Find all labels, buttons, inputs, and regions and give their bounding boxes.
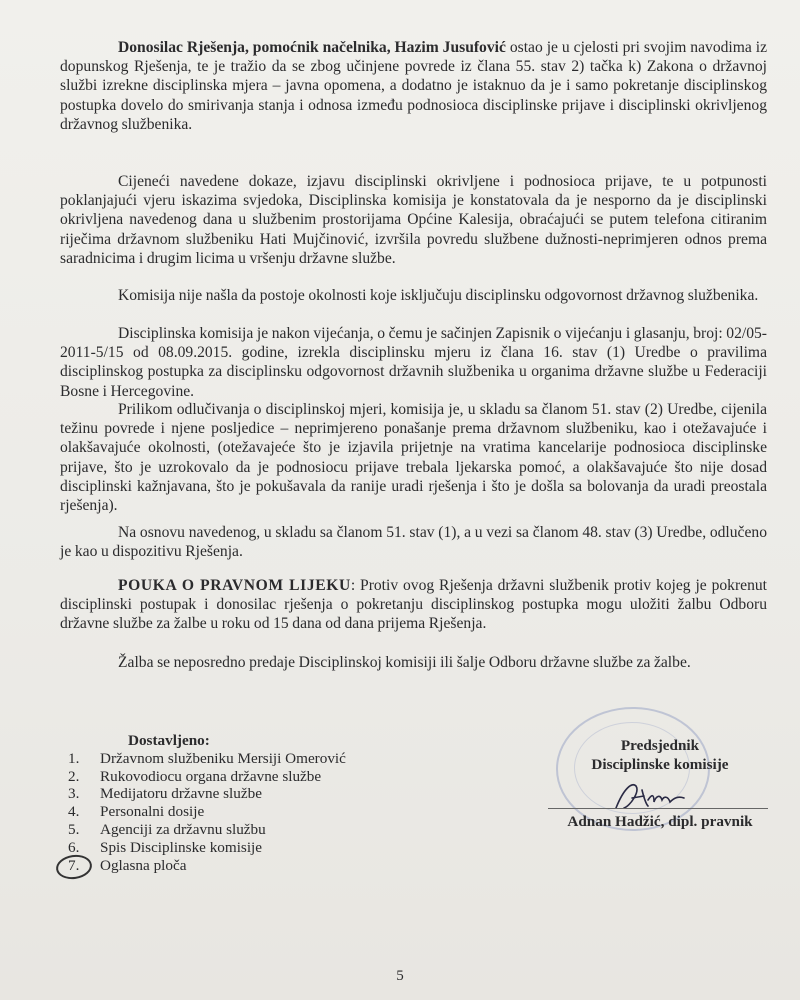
paragraph-text: Na osnovu navedenog, u skladu sa članom 51. stav (1), a u vezi sa članom 48. stav (3) Uredbe, odlučeno je kao u dispozitivu Rješenja.	[60, 524, 767, 561]
signature-block-title: Predsjednik Disciplinske komisije	[591, 737, 729, 773]
page-number: 5	[396, 968, 404, 984]
list-item: 4. Personalni dosije	[68, 803, 205, 821]
paragraph-evidence-assessment	[60, 172, 767, 268]
paragraph-text: Cijeneći navedene dokaze, izjavu disciplinski okrivljene i podnosioca prijave, te u potpunosti poklanjajući vjeru iskazima svjedoka, Disciplinska komisija je konstatovala da je nesporno da je disciplinski okrivljena navedenog dana u službenim prostorijama Općine Kalesija, obraćajući se putem telefona citiranim riječima državnom službeniku Hati Mujčinović, izvršila povredu službene dužnosti-neprimjeren odnos prema saradnicima i drugim licima u vršenju državne službe.	[60, 173, 767, 267]
paragraph-text: Disciplinska komisija je nakon vijećanja, o čemu je sačinjen Zapisnik o vijećanju i glasanju, broj: 02/05-2011-5/15 od 08.09.2015. godine, izrekla disciplinsku mjeru iz člana 16. stav (1) Uredbe o pravilima disciplinskog postupka za disciplinsku odgovornost državnih službenika u organima državne službe u Federaciji Bosne i Hercegovine.	[60, 325, 767, 400]
signatory-name: Adnan Hadžić, dipl. pravnik	[567, 813, 753, 830]
list-item: 3. Medijatoru državne službe	[68, 785, 262, 803]
delivery-list	[60, 732, 390, 874]
list-item: 2. Rukovodiocu organa državne službe	[68, 767, 322, 785]
list-item: 1. Državnom službeniku Mersiji Omerović	[68, 749, 346, 767]
paragraph-legal-remedy	[60, 576, 767, 634]
paragraph-text: Komisija nije našla da postoje okolnosti koje isključuju disciplinsku odgovornost državnog službenika.	[118, 287, 759, 304]
paragraph-respondent-statement	[60, 38, 767, 134]
paragraph-text: Prilikom odlučivanja o disciplinskoj mjeri, komisija je, u skladu sa članom 51. stav (2) Uredbe, cijenila težinu povrede i njene posljedice – neprimjereno ponašanje prema državnom službeniku, kao i otežavajuće i olakšavajuće okolnosti, (otežavajeće što je izjavila prijetnje na vratima kancelarije podnosioca disciplinske prijave, što je uzrokovalo da je podnosiocu prijave trebala ljekarska pomoć, a olakšavajuće što nije dosad disciplinski kažnjavana, što je pokušavala da ranije uradi rješenja i što je došla sa bolovanja da uradi preostala rješenja).	[60, 401, 767, 515]
list-item: 7. Oglasna ploča	[60, 857, 390, 875]
legal-remedy-heading: POUKA O PRAVNOM LIJEKU	[118, 577, 351, 594]
paragraph-lead-bold: Donosilac Rješenja, pomoćnik načelnika, Hazim Jusufović	[118, 39, 506, 56]
paragraph-deliberation	[60, 324, 767, 401]
paragraph-sentencing	[60, 400, 767, 515]
paragraph-text: ostao je u cjelosti pri svojim navodima iz dopunskog Rješenja, te je tražio da se zbog učinjene povrede iz člana 55. stav 2) tačka k) Zakona o državnoj službi izrekne disciplinska mjera – javna opomena, a dodatno je istaknuo da je i samo pokretanje disciplinskog postupka dovelo do smirivanja stanja i odnosa između podnosioca disciplinske prijave i disciplinski okrivljenog državnog službenika.	[60, 39, 767, 133]
paragraph-text: Žalba se neposredno predaje Disciplinskoj komisiji ili šalje Odboru državne službe za žalbe.	[118, 654, 691, 671]
list-item: 5. Agenciji za državnu službu	[68, 820, 266, 838]
paragraph-appeal-submission	[60, 652, 767, 674]
paragraph-decision	[60, 523, 767, 561]
list-item: 6. Spis Disciplinske komisije	[68, 838, 263, 856]
paragraph-circumstances	[60, 286, 767, 305]
paragraph-text: : Protiv ovog Rješenja državni službenik protiv kojeg je pokrenut disciplinski postupak i donosilac rješenja o pokretanju disciplinskog postupka mogu uložiti žalbu Odboru državne službe za žalbe u roku od 15 dana od dana prijema Rješenja.	[60, 577, 767, 633]
signature-line	[548, 808, 768, 809]
delivery-heading: Dostavljeno:	[128, 732, 210, 749]
